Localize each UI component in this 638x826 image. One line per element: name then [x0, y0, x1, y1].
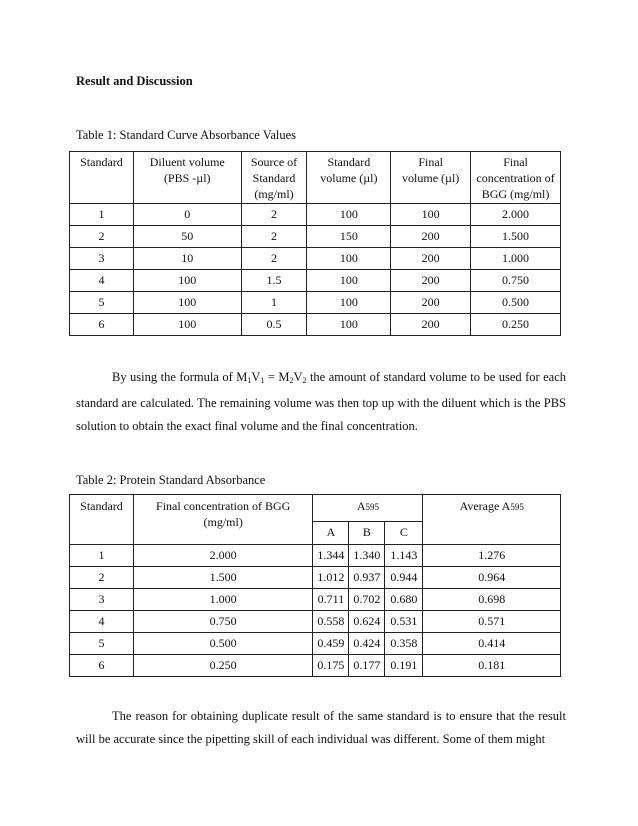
- table1-cell: 100: [307, 270, 391, 292]
- table2-row: [70, 655, 561, 677]
- table1-caption: Table 1: Standard Curve Absorbance Values: [76, 128, 297, 142]
- table2-header-standard: Standard: [70, 495, 134, 545]
- table2-cell: 0.698: [423, 589, 561, 611]
- table1-cell: 100: [391, 204, 471, 226]
- table2-cell: 1: [70, 545, 134, 567]
- table2-cell: 0.177: [349, 655, 385, 677]
- table1-cell: 200: [391, 226, 471, 248]
- table2-cell: 5: [70, 633, 134, 655]
- table1-cell: 200: [391, 270, 471, 292]
- table2-cell: 0.964: [423, 567, 561, 589]
- table2-subheader-c: C: [385, 521, 423, 544]
- table1-cell: 200: [391, 314, 471, 336]
- table1-cell: 2: [241, 248, 307, 270]
- table2-header-row: [70, 495, 561, 522]
- table2-cell: 0.531: [385, 611, 423, 633]
- table1-row: [70, 226, 561, 248]
- table2-cell: 6: [70, 655, 134, 677]
- table2-row: [70, 567, 561, 589]
- table1-cell: 0.750: [471, 270, 561, 292]
- table1-cell: 4: [70, 270, 134, 292]
- table2-body: [70, 545, 561, 677]
- table2-cell: 0.191: [385, 655, 423, 677]
- table2-header-a595: A595: [313, 495, 423, 522]
- table1-cell: 2: [70, 226, 134, 248]
- table2-cell: 2.000: [133, 545, 312, 567]
- table2-cell: 0.750: [133, 611, 312, 633]
- table1-cell: 1: [241, 292, 307, 314]
- table2-header-average: Average A595: [423, 495, 561, 545]
- table1-cell: 100: [133, 292, 241, 314]
- discussion-paragraph: The reason for obtaining duplicate result of the same standard is to ensure that the result will be accurate since the pipetting skill of each individual was different. Some of them might: [76, 709, 566, 746]
- table2-cell: 0.680: [385, 589, 423, 611]
- table1-cell: 1.5: [241, 270, 307, 292]
- table2-cell: 1.340: [349, 545, 385, 567]
- table1-cell: 200: [391, 248, 471, 270]
- table2-row: [70, 545, 561, 567]
- table1-cell: 100: [133, 314, 241, 336]
- table1-row: [70, 314, 561, 336]
- table1-cell: 1: [70, 204, 134, 226]
- table1-cell: 2: [241, 204, 307, 226]
- table1-cell: 10: [133, 248, 241, 270]
- table2-cell: 2: [70, 567, 134, 589]
- table1-row: [70, 204, 561, 226]
- table1-header-cell: Standard volume (µl): [307, 152, 391, 204]
- table2-row: [70, 611, 561, 633]
- table2-cell: 1.012: [313, 567, 349, 589]
- table1-cell: 0.5: [241, 314, 307, 336]
- table1-cell: 2.000: [471, 204, 561, 226]
- table1-cell: 0.250: [471, 314, 561, 336]
- table2-row: [70, 589, 561, 611]
- table2-cell: 3: [70, 589, 134, 611]
- formula-paragraph: By using the formula of $M_1V_1 = M_2V_2$ the amount of standard volume to be used for each standard are calculated. The remaining volume was then top up with the diluent which is the PBS solution to obtain the exact final volume and the final concentration.: [76, 370, 567, 433]
- table2-cell: 0.424: [349, 633, 385, 655]
- table2-cell: 0.500: [133, 633, 312, 655]
- table2-cell: 0.558: [313, 611, 349, 633]
- table2-cell: 1.000: [133, 589, 312, 611]
- table1-cell: 100: [133, 270, 241, 292]
- table2-cell: 0.702: [349, 589, 385, 611]
- table1-cell: 3: [70, 248, 134, 270]
- table1-header-cell: Final volume (µl): [391, 152, 471, 204]
- table2-cell: 0.175: [313, 655, 349, 677]
- protein-standard-table: [69, 494, 561, 677]
- table1-header-row: [70, 152, 561, 204]
- table1-cell: 6: [70, 314, 134, 336]
- table2-cell: 0.250: [133, 655, 312, 677]
- table2-cell: 0.937: [349, 567, 385, 589]
- table1-header-cell: Final concentration of BGG (mg/ml): [471, 152, 561, 204]
- table2-cell: 0.181: [423, 655, 561, 677]
- table1-cell: 2: [241, 226, 307, 248]
- table2-cell: 0.459: [313, 633, 349, 655]
- table1-cell: 200: [391, 292, 471, 314]
- table2-cell: 0.414: [423, 633, 561, 655]
- table1-header-cell: Standard: [70, 152, 134, 204]
- table1-header-cell: Source of Standard (mg/ml): [241, 152, 307, 204]
- table1-cell: 100: [307, 248, 391, 270]
- table1-cell: 0.500: [471, 292, 561, 314]
- table1-cell: 50: [133, 226, 241, 248]
- table2-cell: 1.344: [313, 545, 349, 567]
- table1-cell: 1.000: [471, 248, 561, 270]
- table1-body: [70, 204, 561, 336]
- table1-cell: 1.500: [471, 226, 561, 248]
- table1-cell: 150: [307, 226, 391, 248]
- table2-cell: 1.500: [133, 567, 312, 589]
- table1-cell: 100: [307, 204, 391, 226]
- table1-header-cell: Diluent volume (PBS -µl): [133, 152, 241, 204]
- table2-cell: 4: [70, 611, 134, 633]
- table1-cell: 100: [307, 314, 391, 336]
- table2-cell: 0.944: [385, 567, 423, 589]
- table2-cell: 0.624: [349, 611, 385, 633]
- table1-row: [70, 270, 561, 292]
- table1-cell: 0: [133, 204, 241, 226]
- table2-cell: 0.358: [385, 633, 423, 655]
- table2-cell: 0.711: [313, 589, 349, 611]
- table2-subheader-a: A: [313, 521, 349, 544]
- table1-cell: 5: [70, 292, 134, 314]
- table1-row: [70, 292, 561, 314]
- table1-cell: 100: [307, 292, 391, 314]
- standard-curve-table: [69, 151, 561, 336]
- table2-row: [70, 633, 561, 655]
- table2-header-concentration: Final concentration of BGG (mg/ml): [133, 495, 312, 545]
- table2-cell: 0.571: [423, 611, 561, 633]
- table2-cell: 1.276: [423, 545, 561, 567]
- section-heading: Result and Discussion: [76, 74, 193, 88]
- table2-caption: Table 2: Protein Standard Absorbance: [76, 473, 266, 487]
- table2-cell: 1.143: [385, 545, 423, 567]
- table1-row: [70, 248, 561, 270]
- table2-subheader-b: B: [349, 521, 385, 544]
